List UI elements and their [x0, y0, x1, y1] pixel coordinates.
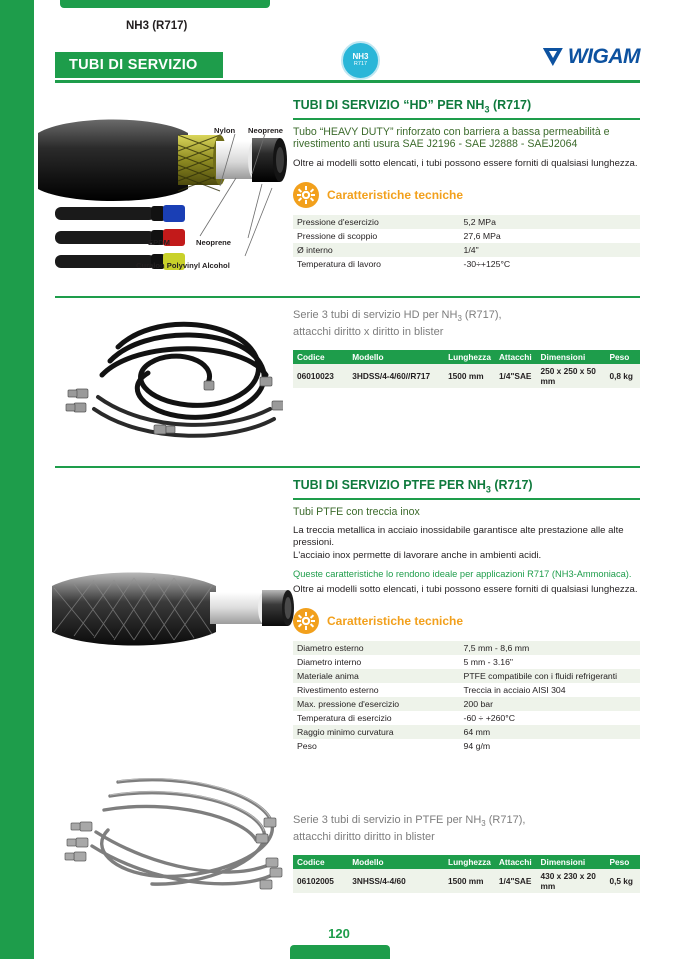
table-row — [293, 711, 640, 725]
col-modello: Modello — [348, 855, 444, 869]
section1-features-header — [293, 182, 640, 208]
spec-value: 200 bar — [463, 699, 494, 710]
spec-value: -30÷+125°C — [463, 259, 511, 270]
table-row — [293, 364, 640, 388]
spec-key: Pressione di scoppio — [297, 231, 378, 242]
spec-key: Max. pressione d'esercizio — [297, 699, 400, 710]
cell-dimensioni: 430 x 230 x 20 mm — [537, 869, 606, 893]
table-row — [293, 655, 640, 669]
wigam-mark-icon — [543, 48, 563, 66]
spec-key: Temperatura di lavoro — [297, 259, 382, 270]
page-number: 120 — [328, 926, 350, 941]
col-dimensioni: Dimensioni — [537, 855, 606, 869]
spec-key: Peso — [297, 741, 317, 752]
cell-lunghezza: 1500 mm — [444, 364, 495, 388]
section1-text-block — [293, 98, 640, 271]
spec-key: Diametro interno — [297, 657, 362, 668]
cell-peso: 0,8 kg — [605, 364, 640, 388]
col-dimensioni: Dimensioni — [537, 350, 606, 364]
section2-text-block — [293, 478, 640, 753]
section2-body-1: La treccia metallica in acciaio inossidabile garantisce alte prestazione alle alte pressioni. — [293, 524, 624, 549]
wigam-logo — [543, 45, 640, 69]
spec-key: Materiale anima — [297, 671, 359, 682]
section1-product-table — [293, 350, 640, 388]
spec-key: Raggio minimo curvatura — [297, 727, 394, 738]
section2-heading-rule — [293, 498, 640, 500]
col-attacchi: Attacchi — [495, 855, 537, 869]
cell-modello: 3NHSS/4-4/60 — [348, 869, 444, 893]
spec-value: 1/4" — [463, 245, 479, 256]
callout-curalon: Curalon Polyvinyl Alcohol — [136, 261, 230, 270]
table-row — [293, 725, 640, 739]
table-row — [293, 739, 640, 753]
section1-note: Oltre ai modelli sotto elencati, i tubi possono essere forniti di qualsiasi lunghezza. — [293, 157, 638, 169]
section1-product-description: Serie 3 tubi di servizio HD per $NH_3$ (R717), attacchi diritto x diritto in blister — [293, 309, 502, 338]
table-row — [293, 869, 640, 893]
divider-2 — [55, 466, 640, 468]
divider-1 — [55, 296, 640, 298]
page-top-label: NH3 (R717) — [126, 20, 188, 32]
ptfe-hose-cutaway-illustration — [48, 552, 298, 657]
hd-hose-set-illustration — [58, 305, 283, 450]
col-modello: Modello — [348, 350, 444, 364]
col-codice: Codice — [293, 855, 348, 869]
cell-peso: 0,5 kg — [605, 869, 640, 893]
cell-codice: 06010023 — [293, 364, 348, 388]
spec-key: Ø interno — [297, 245, 333, 256]
callout-nylon: Nylon — [214, 126, 236, 135]
callout-neoprene-top: Neoprene — [248, 126, 284, 135]
section1-product-block — [293, 308, 640, 388]
callout-neoprene-bottom: Neoprene — [196, 238, 232, 247]
col-peso: Peso — [605, 350, 640, 364]
gear-icon — [293, 608, 319, 634]
section-title-bar — [55, 52, 223, 78]
spec-value: 5 mm - 3.16" — [463, 657, 513, 668]
table-row — [293, 669, 640, 683]
bottom-green-tab — [290, 945, 390, 959]
spec-key: Temperatura di esercizio — [297, 713, 392, 724]
table-row — [293, 683, 640, 697]
table-header-row — [293, 855, 640, 869]
spec-value: Treccia in acciaio AISI 304 — [463, 685, 566, 696]
cell-dimensioni: 250 x 250 x 50 mm — [537, 364, 606, 388]
left-green-spine — [0, 0, 34, 959]
cell-attacchi: 1/4"SAE — [495, 364, 537, 388]
spec-key: Diametro esterno — [297, 643, 364, 654]
cell-modello: 3HDSS/4-4/60//R717 — [348, 364, 444, 388]
section2-features-label: Caratteristiche tecniche — [327, 614, 464, 629]
section2-features-header — [293, 608, 640, 634]
section1-heading-rule — [293, 118, 640, 120]
section2-body-2: L'acciaio inox permette di lavorare anche in ambienti acidi. — [293, 550, 542, 562]
col-codice: Codice — [293, 350, 348, 364]
spec-value: 7,5 mm - 8,6 mm — [463, 643, 530, 654]
cell-attacchi: 1/4"SAE — [495, 869, 537, 893]
cell-lunghezza: 1500 mm — [444, 869, 495, 893]
section2-product-block — [293, 813, 640, 893]
top-green-tab — [60, 0, 270, 8]
section2-spec-table — [293, 641, 640, 753]
spec-key: Rivestimento esterno — [297, 685, 379, 696]
section2-green-note: Queste caratteristiche lo rendono ideale per applicazioni R717 (NH3-Ammoniaca). — [293, 569, 632, 580]
section1-heading: TUBI DI SERVIZIO “HD” PER $NH_3$ (R717) — [293, 98, 532, 115]
ptfe-hose-set-illustration — [60, 762, 290, 907]
section1-features-label: Caratteristiche tecniche — [327, 188, 464, 203]
section-title-rule — [55, 80, 640, 83]
table-row — [293, 257, 640, 271]
callout-epdm: EPDM — [148, 238, 170, 247]
section1-lead: Tubo “HEAVY DUTY” rinforzato con barriera a bassa permeabilità e rivestimento anti usura SAE J2196 - SAE J2888 - SAEJ2064 — [293, 125, 610, 150]
table-row — [293, 215, 640, 229]
section2-heading: TUBI DI SERVIZIO PTFE PER $NH_3$ (R717) — [293, 478, 533, 495]
section1-spec-table — [293, 215, 640, 271]
spec-value: 94 g/m — [463, 741, 491, 752]
col-lunghezza: Lunghezza — [444, 855, 495, 869]
section2-product-description: Serie 3 tubi di servizio in PTFE per $NH_3$ (R717), attacchi diritto diritto in blister — [293, 814, 526, 843]
section2-product-table — [293, 855, 640, 893]
table-header-row — [293, 350, 640, 364]
badge-line-1: NH3 — [352, 52, 369, 62]
col-lunghezza: Lunghezza — [444, 350, 495, 364]
nh3-refrigerant-badge — [341, 41, 380, 80]
spec-value: -60 ÷ +260°C — [463, 713, 516, 724]
section2-note: Oltre ai modelli sotto elencati, i tubi possono essere forniti di qualsiasi lunghezza. — [293, 584, 638, 596]
wigam-wordmark: WIGAM — [567, 45, 640, 68]
spec-value: 27,6 MPa — [463, 231, 501, 242]
gear-icon — [293, 182, 319, 208]
section2-lead: Tubi PTFE con treccia inox — [293, 505, 420, 518]
table-row — [293, 697, 640, 711]
spec-value: 5,2 MPa — [463, 217, 496, 228]
table-row — [293, 229, 640, 243]
cell-codice: 06102005 — [293, 869, 348, 893]
table-row — [293, 641, 640, 655]
spec-key: Pressione d'esercizio — [297, 217, 379, 228]
section-title: TUBI DI SERVIZIO — [69, 57, 198, 73]
col-peso: Peso — [605, 855, 640, 869]
spec-value: 64 mm — [463, 727, 491, 738]
spec-value: PTFE compatibile con i fluidi refrigeranti — [463, 671, 618, 682]
col-attacchi: Attacchi — [495, 350, 537, 364]
badge-line-2: R717 — [353, 61, 368, 68]
table-row — [293, 243, 640, 257]
